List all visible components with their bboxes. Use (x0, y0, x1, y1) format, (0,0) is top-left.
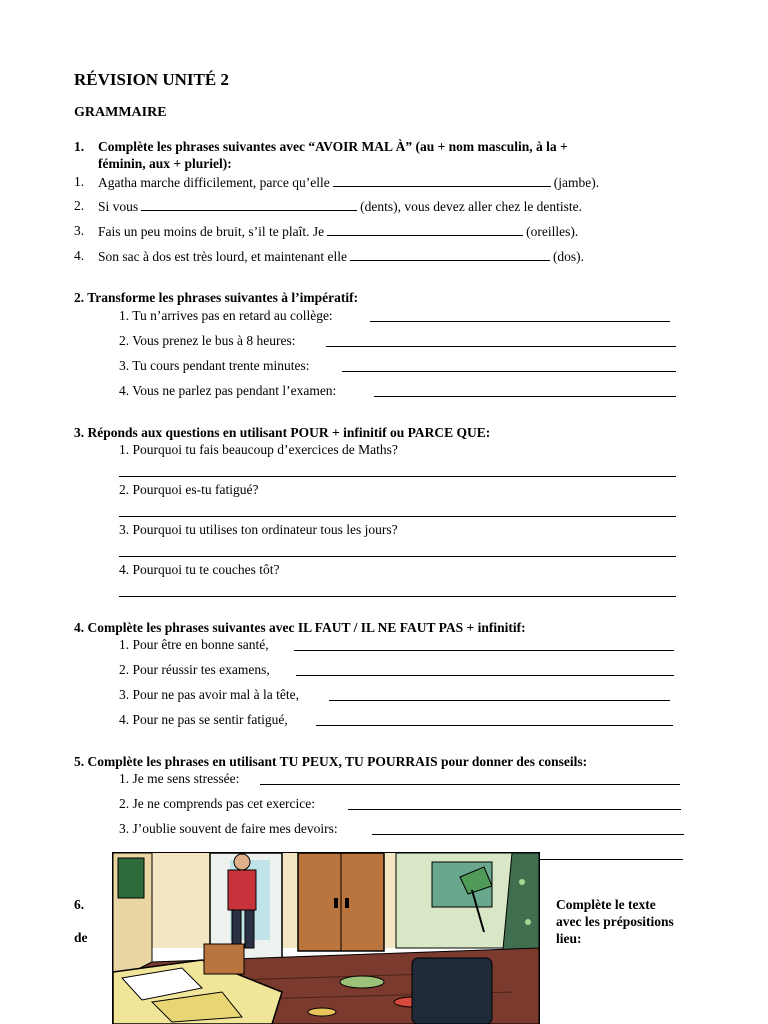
answer-line[interactable] (370, 321, 670, 322)
section1-number: 1. (74, 139, 85, 154)
s2-item-label: 3. Tu cours pendant trente minutes: (119, 358, 310, 373)
s3-question: 4. Pourquoi tu te couches tôt? (119, 562, 280, 577)
answer-line[interactable] (119, 556, 676, 557)
s3-question: 3. Pourquoi tu utilises ton ordinateur tous les jours? (119, 522, 398, 537)
s5-item-label: 3. J’oublie souvent de faire mes devoirs: (119, 821, 338, 836)
section3-heading: 3. Réponds aux questions en utilisant POUR + infinitif ou PARCE QUE: (74, 425, 491, 440)
section6-number: 6. (74, 897, 85, 912)
answer-line[interactable] (348, 809, 681, 810)
s4-item-label: 4. Pour ne pas se sentir fatigué, (119, 712, 288, 727)
page-title: RÉVISION UNITÉ 2 (74, 70, 229, 89)
section1-heading-line2: féminin, aux + pluriel): (98, 156, 232, 171)
s1-item-before: Son sac à dos est très lourd, et maintenant elle (98, 249, 347, 264)
s1-item (74, 198, 583, 214)
section4-heading: 4. Complète les phrases suivantes avec IL FAUT / IL NE FAUT PAS + infinitif: (74, 620, 526, 635)
s1-item-before: Si vous (98, 199, 139, 214)
s5-item-label: 2. Je ne comprends pas cet exercice: (119, 796, 316, 811)
answer-line[interactable] (329, 700, 670, 701)
answer-line[interactable] (326, 346, 676, 347)
section5-heading: 5. Complète les phrases en utilisant TU PEUX, TU POURRAIS pour donner des conseils: (74, 754, 588, 769)
s2-item-label: 4. Vous ne parlez pas pendant l’examen: (119, 383, 337, 398)
s1-item-after: (oreilles). (526, 224, 579, 239)
s1-item-after: (jambe). (553, 175, 600, 190)
s1-item-number: 2. (74, 198, 85, 213)
s4-item-label: 3. Pour ne pas avoir mal à la tête, (119, 687, 299, 702)
s1-item-before: Agatha marche difficilement, parce qu’elle (98, 175, 330, 190)
s1-item-before: Fais un peu moins de bruit, s’il te plaît. Je (98, 224, 325, 239)
s1-item-after: (dents), vous devez aller chez le dentiste. (360, 199, 583, 214)
answer-line[interactable] (119, 596, 676, 597)
section1-heading-line1: Complète les phrases suivantes avec “AVOIR MAL À” (au + nom masculin, à la + (98, 139, 568, 154)
answer-blank[interactable] (350, 248, 550, 261)
section2-heading: 2. Transforme les phrases suivantes à l’impératif: (74, 290, 359, 305)
s3-question: 2. Pourquoi es-tu fatigué? (119, 482, 259, 497)
s3-question: 1. Pourquoi tu fais beaucoup d’exercices de Maths? (119, 442, 398, 457)
s1-item-text (98, 248, 584, 265)
s1-item (74, 174, 600, 190)
s2-item-label: 2. Vous prenez le bus à 8 heures: (119, 333, 296, 348)
s1-item-number: 3. (74, 223, 85, 238)
s1-item-number: 1. (74, 174, 85, 189)
answer-line[interactable] (374, 396, 676, 397)
s1-item (74, 248, 585, 264)
answer-line[interactable] (260, 784, 680, 785)
s5-item-label: 1. Je me sens stressée: (119, 771, 240, 786)
s4-item-label: 1. Pour être en bonne santé, (119, 637, 269, 652)
answer-line[interactable] (119, 476, 676, 477)
answer-blank[interactable] (333, 174, 551, 187)
s1-item-text (98, 198, 582, 215)
section-heading-grammaire: GRAMMAIRE (74, 105, 167, 120)
answer-blank[interactable] (141, 198, 357, 211)
section6-instruction-line3: lieu: (556, 931, 582, 946)
section6-side-word: de (74, 930, 88, 945)
bedroom-illustration (112, 852, 540, 1024)
answer-blank[interactable] (327, 223, 523, 236)
s1-item (74, 223, 579, 239)
section6-instruction-line1: Complète le texte (556, 897, 656, 912)
s2-item-label: 1. Tu n’arrives pas en retard au collège: (119, 308, 333, 323)
answer-line[interactable] (540, 859, 683, 860)
answer-line[interactable] (296, 675, 674, 676)
s4-item-label: 2. Pour réussir tes examens, (119, 662, 270, 677)
answer-line[interactable] (372, 834, 684, 835)
answer-line[interactable] (119, 516, 676, 517)
section6-instruction-line2: avec les prépositions (556, 914, 674, 929)
answer-line[interactable] (342, 371, 676, 372)
s1-item-text (98, 174, 599, 191)
s1-item-number: 4. (74, 248, 85, 263)
s1-item-after: (dos). (552, 249, 585, 264)
s1-item-text (98, 223, 578, 240)
answer-line[interactable] (316, 725, 673, 726)
answer-line[interactable] (294, 650, 674, 651)
